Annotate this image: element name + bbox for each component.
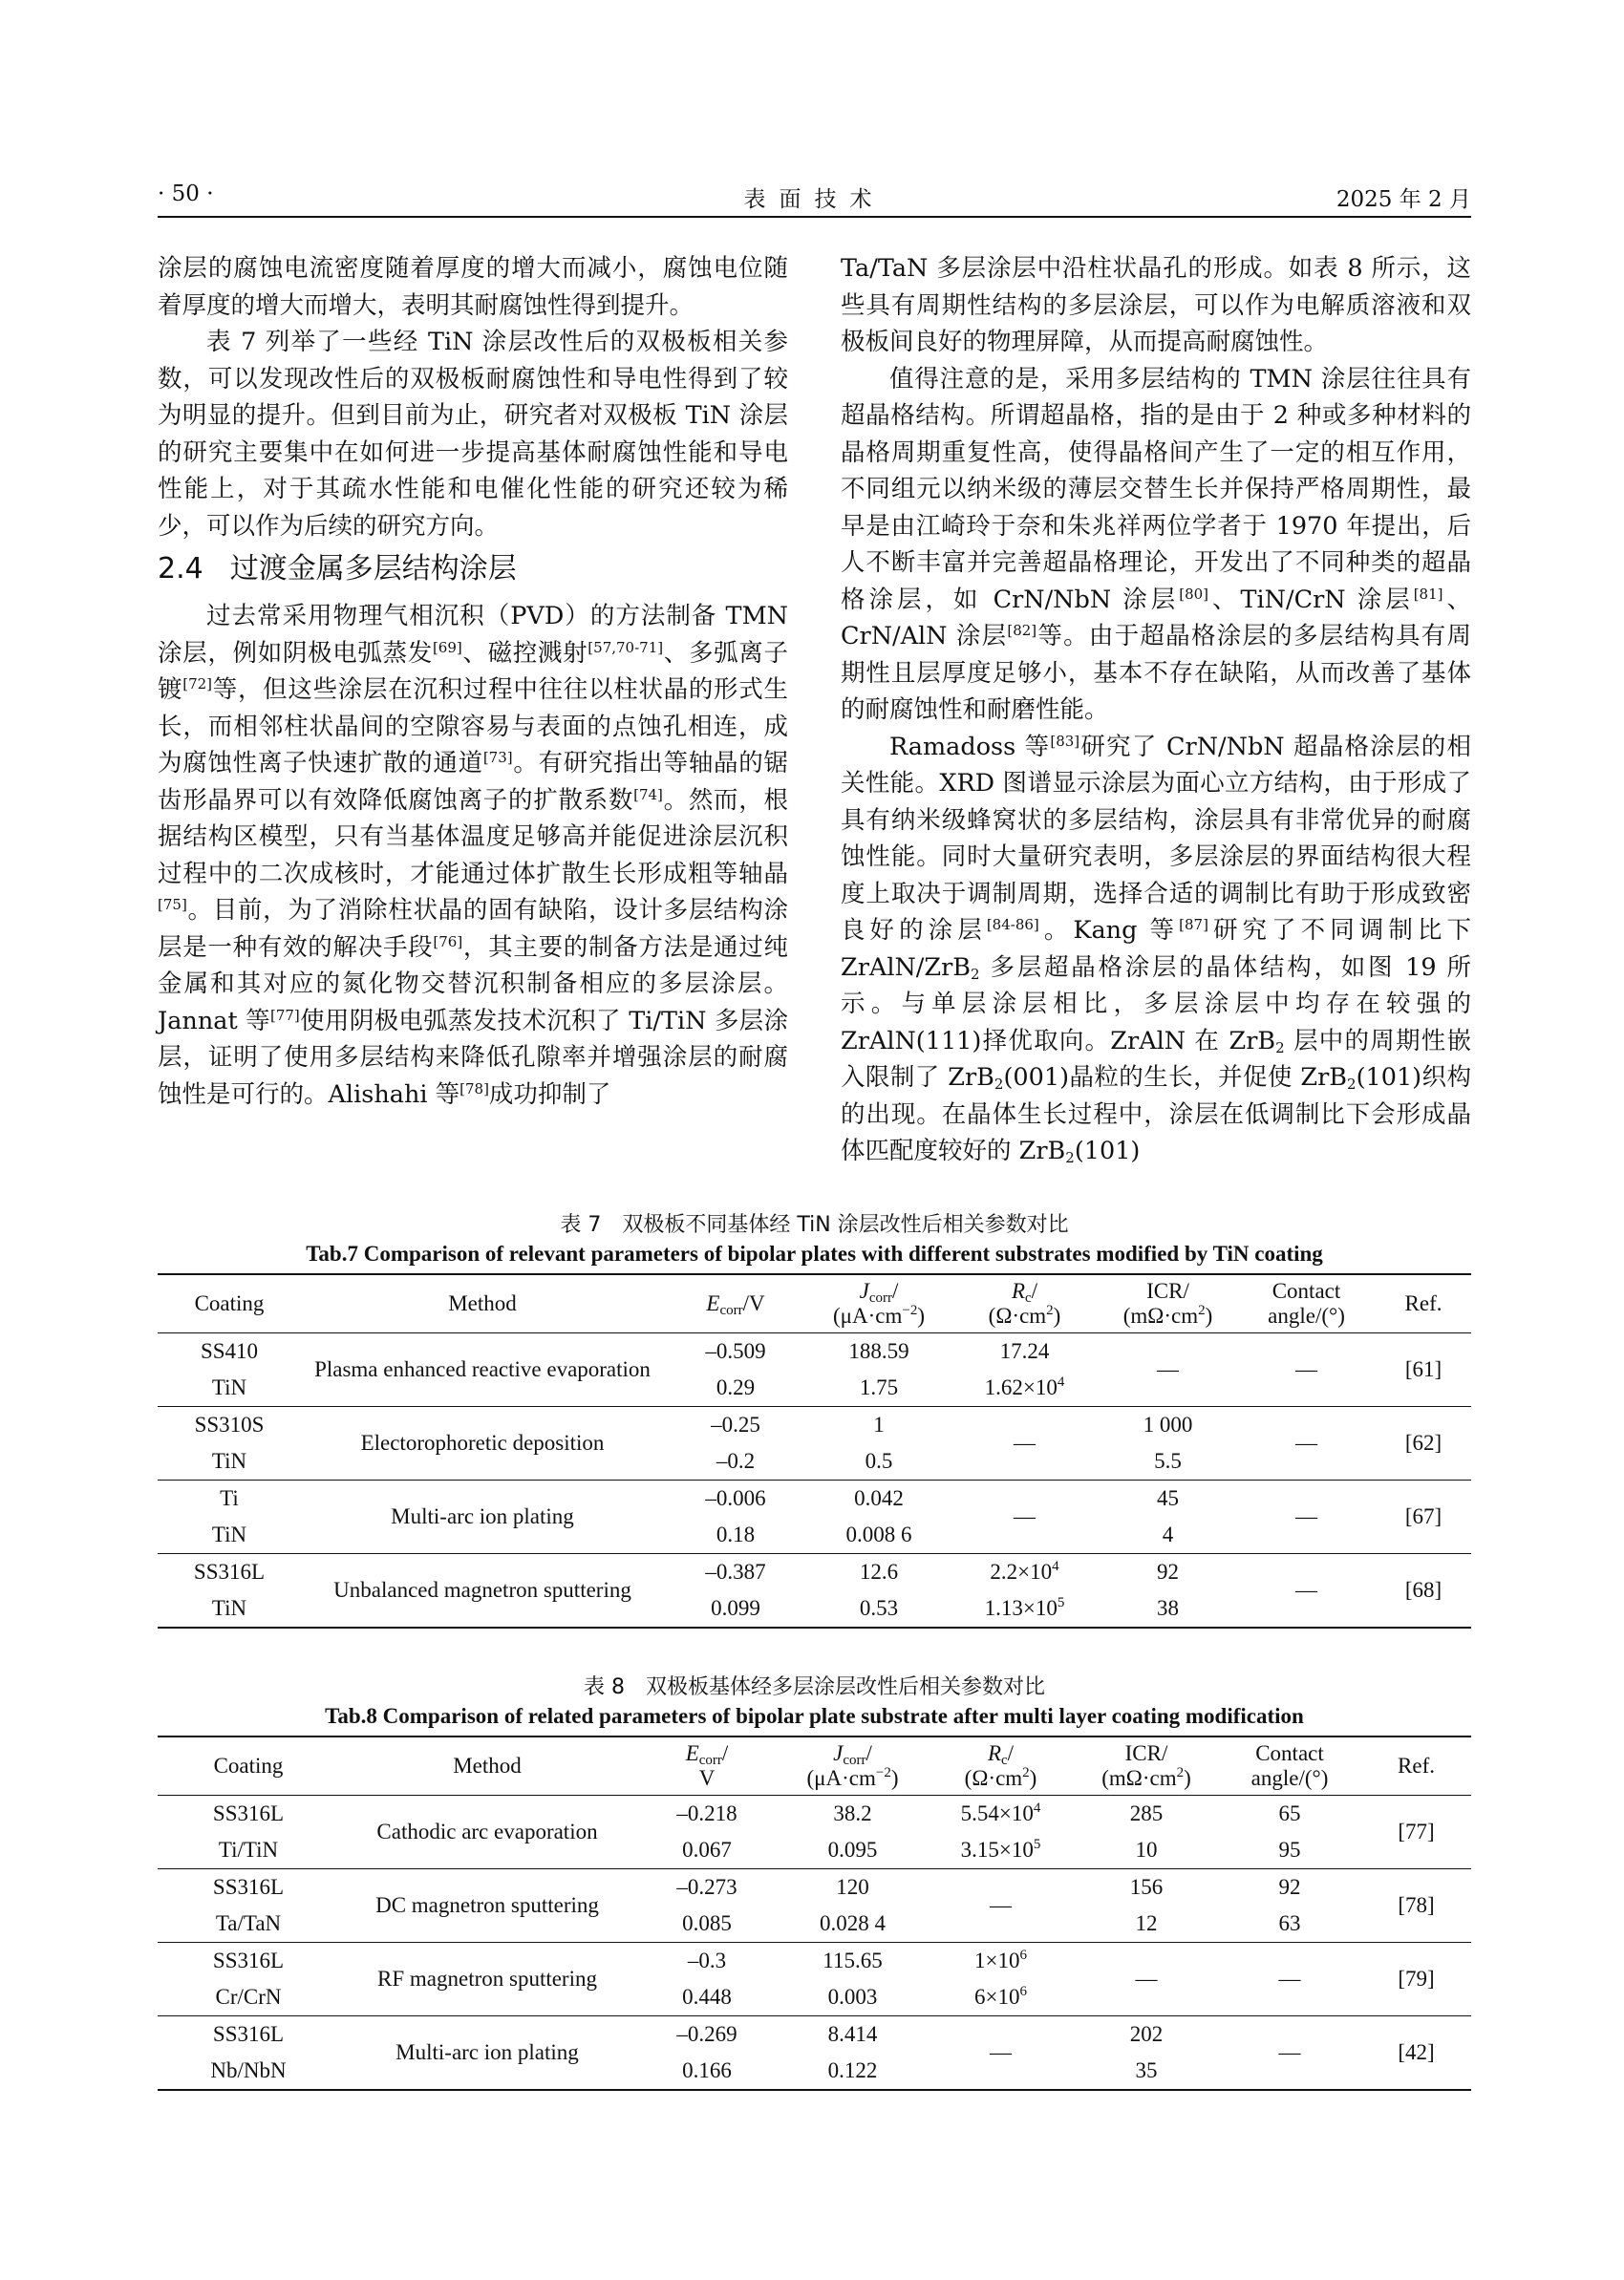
col-header: Contact angle/(°) [1218,1737,1361,1796]
table8-caption-en: Tab.8 Comparison of related parameters of bipolar plate substrate after multi layer coating modification [325,1704,1304,1728]
citation[interactable]: [82] [1007,622,1037,639]
table-row: TiN 0.29 1.75 $1.62\times 10^4$ [158,1370,1471,1407]
col-header: $J_{corr}/$ $(\mu A\cdot cm^{-2})$ [807,1274,951,1333]
issue-date: 2025 年 2 月 [1336,187,1471,212]
table-row: TiN 0.099 0.53 $1.13\times 10^5$ 38 [158,1590,1471,1628]
col-header: $R_c/$ $(\Omega\cdot cm^2)$ [951,1274,1099,1333]
paragraph: Ta/TaN 多层涂层中沿柱状晶孔的形成。如表 8 所示，这些具有周期性结构的多层涂层，可以作为电解质溶液和双极板间良好的物理屏障，从而提高耐腐蚀性。 [841,254,1471,356]
col-header: Contact angle/(°) [1237,1274,1376,1333]
left-column [158,250,788,1113]
table-row: Ti Multi-arc ion plating –0.006 0.042 — 45 — [67] [158,1481,1471,1518]
reference-link[interactable]: [78] [1361,1869,1471,1943]
reference-link[interactable]: [67] [1376,1481,1471,1554]
table8 [158,1736,1471,2091]
right-column [841,250,1471,1170]
citation[interactable]: [75] [158,896,187,913]
table-row: SS316L Cathodic arc evaporation –0.218 38.2 $5.54\times 10^4$ 285 65 [77] [158,1796,1471,1833]
page-header [158,181,1471,218]
col-header: $J_{corr}/$ $(\mu A\cdot cm^{-2})$ [779,1737,927,1796]
section-heading [158,550,788,588]
table-row: SS410 Plasma enhanced reactive evaporation –0.509 188.59 17.24 — — [61] [158,1333,1471,1371]
table-row: SS316L Multi-arc ion plating –0.269 8.414 — 202 — [42] [158,2016,1471,2054]
col-header: $E_{corr}/V$ [664,1274,807,1333]
table7-caption-en: Tab.7 Comparison of relevant parameters of bipolar plates with different substrates modified by TiN coating [306,1242,1323,1266]
citation[interactable]: [83] [1050,732,1080,750]
paragraph: 过去常采用物理气相沉积（PVD）的方法制备 TMN 涂层，例如阴极电弧蒸发[69]、磁控溅射[57,70-71]、多弧离子镀[72]等，但这些涂层在沉积过程中往往以柱状晶的形式生长，而相邻柱状晶间的空隙容易与表面的点蚀孔相连，成为腐蚀性离子快速扩散的通道[73]。有研究指出等轴晶的锯齿形晶界可以有效降低腐蚀离子的扩散系数[74]。然而，根据结构区模型，只有当基体温度足够高并能促进涂层沉积过程中的二次成核时，才能通过体扩散生长形成粗等轴晶[75]。目前，为了消除柱状晶的固有缺陷，设计多层结构涂层是一种有效的解决手段[76]，其主要的制备方法是通过纯金属和其对应的氮化物交替沉积制备相应的多层涂层。Jannat 等[77]使用阴极电弧蒸发技术沉积了 Ti/TiN 多层涂层，证明了使用多层结构来降低孔隙率并增强涂层的耐腐蚀性是可行的。Alishahi 等[78]成功抑制了 [158,602,789,1109]
reference-link[interactable]: [62] [1376,1407,1471,1481]
col-header: $E_{corr}/$ V [635,1737,779,1796]
section-title: 过渡金属多层结构涂层 [229,552,517,586]
table-row: Ta/TaN 0.085 0.028 4 12 63 [158,1906,1471,1943]
paragraph: 涂层的腐蚀电流密度随着厚度的增大而减小，腐蚀电位随着厚度的增大而增大，表明其耐腐蚀性得到提升。 [158,254,788,320]
table7-caption-zh: 表 7 双极板不同基体经 TiN 涂层改性后相关参数对比 [560,1213,1069,1237]
page-number: · 50 · [158,181,214,206]
reference-link[interactable]: [68] [1376,1554,1471,1629]
table-row: TiN –0.2 0.5 5.5 [158,1443,1471,1481]
journal-title: 表面技术 [743,187,886,212]
col-header: Ref. [1376,1274,1471,1333]
reference-link[interactable]: [79] [1361,1943,1471,2016]
table-row: SS316L DC magnetron sputtering –0.273 120 — 156 92 [78] [158,1869,1471,1907]
table-row: SS316L RF magnetron sputtering –0.3 115.65 $1\times 10^6$ — — [79] [158,1943,1471,1980]
table-header-row [158,1274,1471,1333]
citation[interactable]: [69] [432,638,462,656]
table-row: SS316L Unbalanced magnetron sputtering –0.387 12.6 $2.2\times 10^4$ 92 — [68] [158,1554,1471,1591]
citation[interactable]: [76] [433,932,463,950]
table-row: Nb/NbN 0.166 0.122 35 [158,2053,1471,2090]
citation[interactable]: [87] [1179,916,1208,933]
citation[interactable]: [74] [633,785,663,803]
col-header: ICR/ $(m\Omega\cdot cm^2)$ [1075,1737,1218,1796]
table-row: TiN 0.18 0.008 6 4 [158,1517,1471,1554]
table-row: SS310S Electorophoretic deposition –0.25 1 — 1 000 — [62] [158,1407,1471,1444]
col-header: Ref. [1361,1737,1471,1796]
table8-caption [158,1673,1471,1731]
citation[interactable]: [81] [1413,585,1443,603]
reference-link[interactable]: [61] [1376,1333,1471,1407]
table7-caption [158,1211,1471,1268]
col-header: Method [339,1737,635,1796]
col-header: ICR/ $(m\Omega\cdot cm^2)$ [1099,1274,1237,1333]
citation[interactable]: [78] [459,1079,489,1097]
citation[interactable]: [72] [182,675,213,693]
col-header: Coating [158,1737,339,1796]
col-header: $R_c/$ $(\Omega\cdot cm^2)$ [927,1737,1075,1796]
reference-link[interactable]: [42] [1361,2016,1471,2091]
citation[interactable]: [57,70-71] [588,638,664,656]
table8-caption-zh: 表 8 双极板基体经多层涂层改性后相关参数对比 [584,1675,1045,1699]
col-header: Method [301,1274,664,1333]
col-header: Coating [158,1274,301,1333]
table-header-row [158,1737,1471,1796]
citation[interactable]: [80] [1179,585,1209,603]
paragraph: Ramadoss 等[83]研究了 CrN/NbN 超晶格涂层的相关性能。XRD 图谱显示涂层为面心立方结构，由于形成了具有纳米级蜂窝状的多层结构，涂层具有非常优异的耐腐蚀性能。同时大量研究表明，多层涂层的界面结构很大程度上取决于调制周期，选择合适的调制比有助于形成致密良好的涂层[84-86]。Kang 等[87]研究了不同调制比下 ZrAlN/ZrB$_2$ 多层超晶格涂层的晶体结构，如图 19 所示。与单层涂层相比，多层涂层中均存在较强的 ZrAlN(111)择优取向。ZrAlN 在 ZrB$_2$ 层中的周期性嵌入限制了 ZrB$_2$(001)晶粒的生长，并促使 ZrB$_2$(101)织构的出现。在晶体生长过程中，涂层在低调制比下会形成晶体匹配度较好的 ZrB$_2$(101) [841,732,1471,1166]
citation[interactable]: [77] [269,1006,300,1024]
citation[interactable]: [84-86] [986,916,1039,933]
table-row: Ti/TiN 0.067 0.095 $3.15\times 10^5$ 10 95 [158,1832,1471,1869]
section-number: 2.4 [158,552,203,586]
paragraph: 表 7 列举了一些经 TiN 涂层改性后的双极板相关参数，可以发现改性后的双极板耐腐蚀性和导电性得到了较为明显的提升。但到目前为止，研究者对双极板 TiN 涂层的研究主要集中在如何进一步提高基体耐腐蚀性能和导电性能上，对于其疏水性能和电催化性能的研究还较为稀少，可以作为后续的研究方向。 [158,328,788,541]
table-row: Cr/CrN 0.448 0.003 $6\times 10^6$ [158,1979,1471,2016]
citation[interactable]: [73] [482,749,513,766]
table7 [158,1273,1471,1629]
paragraph: 值得注意的是，采用多层结构的 TMN 涂层往往具有超晶格结构。所谓超晶格，指的是由于 2 种或多种材料的晶格周期重复性高，使得晶格间产生了一定的相互作用，不同组元以纳米级的薄层交替生长并保持严格周期性，最早是由江崎玲于奈和朱兆祥两位学者于 1970 年提出，后人不断丰富并完善超晶格理论，开发出了不同种类的超晶格涂层，如 CrN/NbN 涂层[80]、TiN/CrN 涂层[81]、CrN/AlN 涂层[82]等。由于超晶格涂层的多层结构具有周期性且层厚度足够小，基本不存在缺陷，从而改善了基体的耐腐蚀性和耐磨性能。 [841,364,1471,724]
reference-link[interactable]: [77] [1361,1796,1471,1869]
